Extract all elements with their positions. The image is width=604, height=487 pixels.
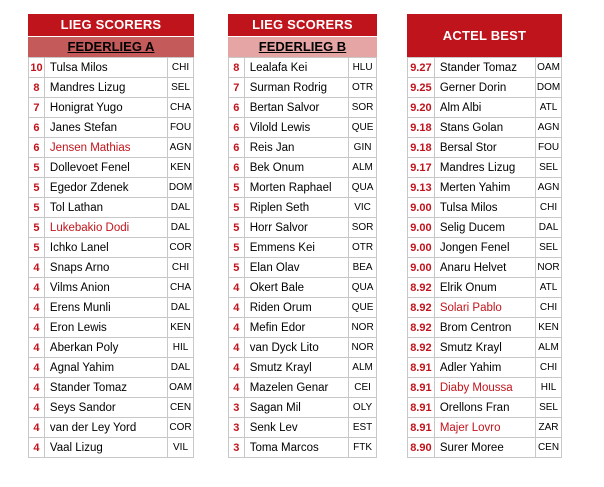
rating-cell: 9.00 (408, 218, 435, 238)
player-name-cell: Selig Ducem (434, 218, 535, 238)
team-code-cell: DAL (168, 298, 194, 318)
player-name-cell: Tulsa Milos (44, 58, 167, 78)
table-row (29, 318, 194, 338)
team-code-cell: VIC (349, 198, 377, 218)
team-code-cell: CHI (536, 298, 562, 318)
team-code-cell: KEN (168, 318, 194, 338)
player-name-cell: Adler Yahim (434, 358, 535, 378)
goals-cell: 10 (29, 58, 45, 78)
rating-cell: 9.00 (408, 258, 435, 278)
goals-cell: 5 (29, 158, 45, 178)
player-name-cell: Majer Lovro (434, 418, 535, 438)
goals-cell: 3 (229, 438, 245, 458)
player-name-cell: Gerner Dorin (434, 78, 535, 98)
player-name-cell: Reis Jan (244, 138, 348, 158)
player-name-cell: Stander Tomaz (44, 378, 167, 398)
player-name-cell: Jongen Fenel (434, 238, 535, 258)
team-code-cell: DAL (168, 198, 194, 218)
goals-cell: 8 (29, 78, 45, 98)
table-row (29, 178, 194, 198)
rating-cell: 8.90 (408, 438, 435, 458)
goals-cell: 4 (229, 358, 245, 378)
team-code-cell: DAL (168, 218, 194, 238)
player-name-cell: Sagan Mil (244, 398, 348, 418)
rating-cell: 8.92 (408, 318, 435, 338)
team-code-cell: VIL (168, 438, 194, 458)
rating-cell: 8.92 (408, 338, 435, 358)
goals-cell: 4 (229, 338, 245, 358)
federlieg-b-panel (228, 14, 377, 458)
goals-cell: 6 (29, 118, 45, 138)
table-row (229, 198, 377, 218)
team-code-cell: SEL (168, 78, 194, 98)
table-row (229, 118, 377, 138)
team-code-cell: SEL (536, 158, 562, 178)
player-name-cell: Ichko Lanel (44, 238, 167, 258)
player-name-cell: Bertan Salvor (244, 98, 348, 118)
team-code-cell: ALM (349, 158, 377, 178)
goals-cell: 7 (229, 78, 245, 98)
table-row (229, 318, 377, 338)
team-code-cell: OAM (168, 378, 194, 398)
goals-cell: 4 (29, 358, 45, 378)
player-name-cell: Vaal Lizug (44, 438, 167, 458)
player-name-cell: Toma Marcos (244, 438, 348, 458)
table-row (229, 338, 377, 358)
rating-cell: 8.91 (408, 378, 435, 398)
goals-cell: 4 (229, 298, 245, 318)
player-name-cell: Riplen Seth (244, 198, 348, 218)
player-name-cell: Snaps Arno (44, 258, 167, 278)
scorers-table (28, 57, 194, 458)
player-name-cell: Smutz Krayl (244, 358, 348, 378)
rating-cell: 8.92 (408, 298, 435, 318)
player-name-cell: Lealafa Kei (244, 58, 348, 78)
team-code-cell: SEL (536, 398, 562, 418)
team-code-cell: EST (349, 418, 377, 438)
team-code-cell: ATL (536, 278, 562, 298)
player-name-cell: Aberkan Poly (44, 338, 167, 358)
team-code-cell: QUE (349, 298, 377, 318)
rating-cell: 8.91 (408, 398, 435, 418)
table-row (229, 138, 377, 158)
rating-cell: 9.27 (408, 58, 435, 78)
table-row (29, 158, 194, 178)
table-row (229, 178, 377, 198)
player-name-cell: Emmens Kei (244, 238, 348, 258)
rating-cell: 9.13 (408, 178, 435, 198)
team-code-cell: SOR (349, 218, 377, 238)
team-code-cell: QUA (349, 178, 377, 198)
table-row (29, 338, 194, 358)
player-name-cell: Diaby Moussa (434, 378, 535, 398)
team-code-cell: CEI (349, 378, 377, 398)
table-row (229, 98, 377, 118)
player-name-cell: Alm Albi (434, 98, 535, 118)
player-name-cell: Vilms Anion (44, 278, 167, 298)
table-row (29, 358, 194, 378)
table-row (29, 218, 194, 238)
rating-cell: 9.00 (408, 238, 435, 258)
rating-cell: 9.00 (408, 198, 435, 218)
player-name-cell: Surman Rodrig (244, 78, 348, 98)
table-row (408, 338, 562, 358)
team-code-cell: CHI (536, 358, 562, 378)
goals-cell: 4 (229, 378, 245, 398)
team-code-cell: CHA (168, 278, 194, 298)
goals-cell: 6 (29, 138, 45, 158)
table-row (408, 298, 562, 318)
player-name-cell: Riden Orum (244, 298, 348, 318)
team-code-cell: BEA (349, 258, 377, 278)
team-code-cell: DAL (536, 218, 562, 238)
table-row (29, 418, 194, 438)
team-code-cell: COR (168, 418, 194, 438)
table-row (229, 358, 377, 378)
table-row (408, 138, 562, 158)
table-row (29, 78, 194, 98)
player-name-cell: Anaru Helvet (434, 258, 535, 278)
player-name-cell: Brom Centron (434, 318, 535, 338)
table-row (29, 198, 194, 218)
goals-cell: 6 (229, 98, 245, 118)
goals-cell: 5 (29, 218, 45, 238)
team-code-cell: FOU (536, 138, 562, 158)
team-code-cell: HIL (168, 338, 194, 358)
team-code-cell: KEN (536, 318, 562, 338)
team-code-cell: CHI (168, 258, 194, 278)
table-row (408, 438, 562, 458)
rating-cell: 9.17 (408, 158, 435, 178)
panel-title: LIEG SCORERS (228, 14, 377, 36)
table-row (229, 218, 377, 238)
team-code-cell: HIL (536, 378, 562, 398)
table-row (408, 238, 562, 258)
table-row (229, 78, 377, 98)
player-name-cell: Mandres Lizug (44, 78, 167, 98)
rating-cell: 9.25 (408, 78, 435, 98)
team-code-cell: FOU (168, 118, 194, 138)
table-row (408, 58, 562, 78)
team-code-cell: KEN (168, 158, 194, 178)
player-name-cell: Stans Golan (434, 118, 535, 138)
panel-subtitle: FEDERLIEG A (28, 36, 194, 57)
table-row (229, 58, 377, 78)
rating-cell: 9.18 (408, 138, 435, 158)
team-code-cell: QUE (349, 118, 377, 138)
player-name-cell: Mefin Edor (244, 318, 348, 338)
player-name-cell: Solari Pablo (434, 298, 535, 318)
team-code-cell: GIN (349, 138, 377, 158)
team-code-cell: AGN (536, 118, 562, 138)
team-code-cell: SOR (349, 98, 377, 118)
goals-cell: 5 (229, 218, 245, 238)
table-row (29, 258, 194, 278)
table-row (29, 398, 194, 418)
team-code-cell: OTR (349, 238, 377, 258)
team-code-cell: COR (168, 238, 194, 258)
table-row (408, 378, 562, 398)
table-row (408, 278, 562, 298)
table-row (229, 278, 377, 298)
player-name-cell: Lukebakio Dodi (44, 218, 167, 238)
player-name-cell: Smutz Krayl (434, 338, 535, 358)
team-code-cell: CHA (168, 98, 194, 118)
player-name-cell: Morten Raphael (244, 178, 348, 198)
team-code-cell: SEL (536, 238, 562, 258)
table-row (29, 378, 194, 398)
team-code-cell: AGN (168, 138, 194, 158)
table-row (229, 298, 377, 318)
table-row (229, 378, 377, 398)
team-code-cell: NOR (349, 318, 377, 338)
team-code-cell: OAM (536, 58, 562, 78)
rating-cell: 8.92 (408, 278, 435, 298)
table-row (29, 138, 194, 158)
team-code-cell: ATL (536, 98, 562, 118)
player-name-cell: Seys Sandor (44, 398, 167, 418)
table-row (408, 198, 562, 218)
player-name-cell: Merten Yahim (434, 178, 535, 198)
player-name-cell: Tol Lathan (44, 198, 167, 218)
goals-cell: 3 (229, 418, 245, 438)
goals-cell: 7 (29, 98, 45, 118)
panel-title: ACTEL BEST (407, 14, 562, 57)
team-code-cell: NOR (536, 258, 562, 278)
goals-cell: 3 (229, 398, 245, 418)
team-code-cell: ZAR (536, 418, 562, 438)
goals-cell: 5 (29, 178, 45, 198)
table-row (408, 178, 562, 198)
player-name-cell: Janes Stefan (44, 118, 167, 138)
table-row (408, 98, 562, 118)
goals-cell: 8 (229, 58, 245, 78)
table-row (229, 158, 377, 178)
goals-cell: 4 (29, 318, 45, 338)
table-row (29, 98, 194, 118)
team-code-cell: AGN (536, 178, 562, 198)
player-name-cell: Surer Moree (434, 438, 535, 458)
table-row (408, 398, 562, 418)
player-name-cell: Dollevoet Fenel (44, 158, 167, 178)
panel-title: LIEG SCORERS (28, 14, 194, 36)
table-row (229, 438, 377, 458)
player-name-cell: van Dyck Lito (244, 338, 348, 358)
actel-best-panel (407, 14, 562, 458)
player-name-cell: Elrik Onum (434, 278, 535, 298)
team-code-cell: CEN (168, 398, 194, 418)
player-name-cell: Erens Munli (44, 298, 167, 318)
goals-cell: 4 (229, 318, 245, 338)
team-code-cell: CHI (168, 58, 194, 78)
team-code-cell: ALM (536, 338, 562, 358)
table-row (29, 118, 194, 138)
goals-cell: 6 (229, 158, 245, 178)
goals-cell: 6 (229, 138, 245, 158)
table-row (229, 418, 377, 438)
rating-cell: 9.18 (408, 118, 435, 138)
goals-cell: 5 (229, 258, 245, 278)
goals-cell: 4 (29, 258, 45, 278)
table-row (229, 398, 377, 418)
ratings-table (407, 57, 562, 458)
player-name-cell: van der Ley Yord (44, 418, 167, 438)
player-name-cell: Stander Tomaz (434, 58, 535, 78)
player-name-cell: Vilold Lewis (244, 118, 348, 138)
player-name-cell: Bek Onum (244, 158, 348, 178)
team-code-cell: HLU (349, 58, 377, 78)
rating-cell: 8.91 (408, 418, 435, 438)
team-code-cell: DOM (536, 78, 562, 98)
player-name-cell: Jensen Mathias (44, 138, 167, 158)
federlieg-a-panel (28, 14, 194, 458)
panel-subtitle: FEDERLIEG B (228, 36, 377, 57)
table-row (29, 238, 194, 258)
player-name-cell: Horr Salvor (244, 218, 348, 238)
table-row (408, 158, 562, 178)
goals-cell: 5 (229, 178, 245, 198)
goals-cell: 4 (29, 338, 45, 358)
team-code-cell: OTR (349, 78, 377, 98)
player-name-cell: Senk Lev (244, 418, 348, 438)
player-name-cell: Tulsa Milos (434, 198, 535, 218)
player-name-cell: Mazelen Genar (244, 378, 348, 398)
player-name-cell: Orellons Fran (434, 398, 535, 418)
table-row (408, 358, 562, 378)
table-row (408, 258, 562, 278)
goals-cell: 5 (29, 198, 45, 218)
player-name-cell: Elan Olav (244, 258, 348, 278)
goals-cell: 4 (29, 378, 45, 398)
rating-cell: 9.20 (408, 98, 435, 118)
player-name-cell: Agnal Yahim (44, 358, 167, 378)
team-code-cell: CHI (536, 198, 562, 218)
team-code-cell: QUA (349, 278, 377, 298)
table-row (229, 238, 377, 258)
goals-cell: 5 (229, 238, 245, 258)
team-code-cell: CEN (536, 438, 562, 458)
goals-cell: 5 (29, 238, 45, 258)
team-code-cell: DOM (168, 178, 194, 198)
table-row (29, 58, 194, 78)
table-row (408, 418, 562, 438)
team-code-cell: ALM (349, 358, 377, 378)
table-row (229, 258, 377, 278)
rating-cell: 8.91 (408, 358, 435, 378)
player-name-cell: Eron Lewis (44, 318, 167, 338)
goals-cell: 4 (29, 278, 45, 298)
table-row (408, 218, 562, 238)
player-name-cell: Okert Bale (244, 278, 348, 298)
goals-cell: 5 (229, 198, 245, 218)
goals-cell: 4 (29, 398, 45, 418)
scorers-table (228, 57, 377, 458)
team-code-cell: NOR (349, 338, 377, 358)
player-name-cell: Bersal Stor (434, 138, 535, 158)
table-row (408, 318, 562, 338)
table-row (29, 278, 194, 298)
goals-cell: 4 (29, 438, 45, 458)
team-code-cell: DAL (168, 358, 194, 378)
goals-cell: 6 (229, 118, 245, 138)
table-row (408, 118, 562, 138)
table-row (29, 438, 194, 458)
team-code-cell: OLY (349, 398, 377, 418)
player-name-cell: Honigrat Yugo (44, 98, 167, 118)
goals-cell: 4 (229, 278, 245, 298)
team-code-cell: FTK (349, 438, 377, 458)
goals-cell: 4 (29, 418, 45, 438)
player-name-cell: Mandres Lizug (434, 158, 535, 178)
table-row (29, 298, 194, 318)
table-row (408, 78, 562, 98)
player-name-cell: Egedor Zdenek (44, 178, 167, 198)
goals-cell: 4 (29, 298, 45, 318)
